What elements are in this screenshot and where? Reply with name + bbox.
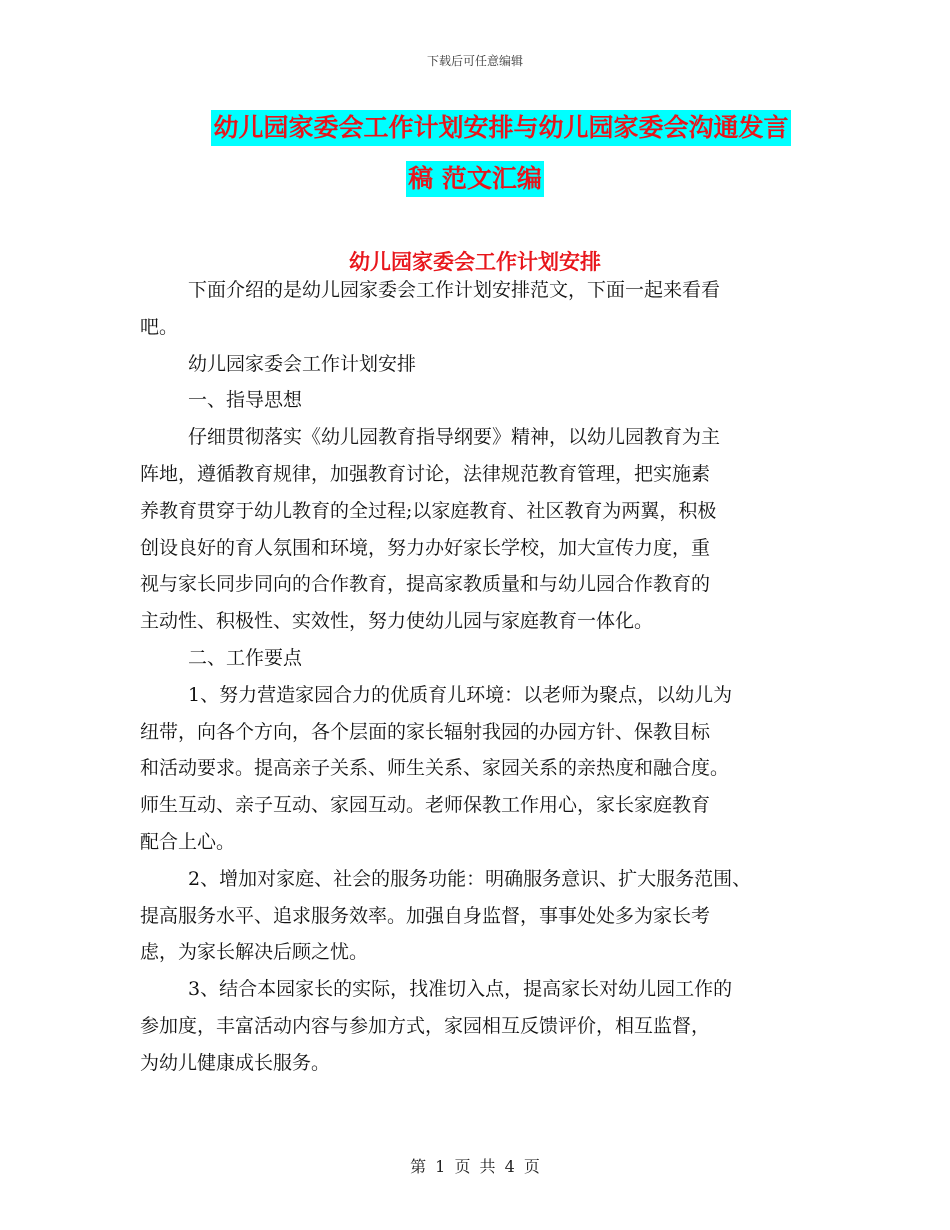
page-footer: 第 1 页 共 4 页: [410, 1157, 540, 1176]
body-line: 配合上心。: [140, 830, 236, 853]
body-line: 3、结合本园家长的实际，找准切入点，提高家长对幼儿园工作的: [188, 978, 733, 1001]
body-line: 二、工作要点: [188, 646, 303, 669]
body-line: 为幼儿健康成长服务。: [140, 1051, 331, 1074]
body-line: 养教育贯穿于幼儿教育的全过程;以家庭教育、社区教育为两翼，积极: [140, 499, 717, 522]
body-line: 师生互动、亲子互动、家园互动。老师保教工作用心，家长家庭教育: [140, 794, 711, 817]
body-line: 1、努力营造家园合力的优质育儿环境：以老师为聚点，以幼儿为: [188, 683, 733, 706]
body-line: 参加度，丰富活动内容与参加方式，家园相互反馈评价，相互监督，: [140, 1014, 711, 1037]
document-body: [140, 272, 808, 1082]
body-line: 提高服务水平、追求服务效率。加强自身监督，事事处处多为家长考: [140, 904, 711, 927]
body-line: 一、指导思想: [188, 389, 303, 412]
document-title-line-2: 稿 范文汇编: [406, 161, 544, 197]
body-line: 仔细贯彻落实《幼儿园教育指导纲要》精神，以幼儿园教育为主: [188, 426, 721, 449]
document-title-line-1: 幼儿园家委会工作计划安排与幼儿园家委会沟通发言: [211, 110, 790, 146]
body-line: 2、增加对家庭、社会的服务功能：明确服务意识、扩大服务范围、: [188, 867, 752, 890]
body-line: 吧。: [140, 315, 179, 338]
body-line: 幼儿园家委会工作计划安排: [188, 352, 417, 375]
body-line: 主动性、积极性、实效性，努力使幼儿园与家庭教育一体化。: [140, 610, 654, 633]
body-line: 下面介绍的是幼儿园家委会工作计划安排范文，下面一起来看看: [188, 279, 721, 301]
header-note: 下载后可任意编辑: [426, 54, 523, 68]
document-title: [140, 110, 810, 197]
body-line: 视与家长同步同向的合作教育，提高家教质量和与幼儿园合作教育的: [140, 573, 711, 596]
body-line: 纽带，向各个方向，各个层面的家长辐射我园的办园方针、保教目标: [140, 720, 711, 743]
body-line: 和活动要求。提高亲子关系、师生关系、家园关系的亲热度和融合度。: [140, 757, 730, 780]
body-line: 创设良好的育人氛围和环境，努力办好家长学校，加大宣传力度，重: [140, 536, 711, 559]
section-title: 幼儿园家委会工作计划安排: [349, 250, 601, 274]
body-line: 阵地，遵循教育规律，加强教育讨论，法律规范教育管理，把实施素: [140, 462, 711, 485]
body-line: 虑，为家长解决后顾之忧。: [140, 941, 369, 964]
